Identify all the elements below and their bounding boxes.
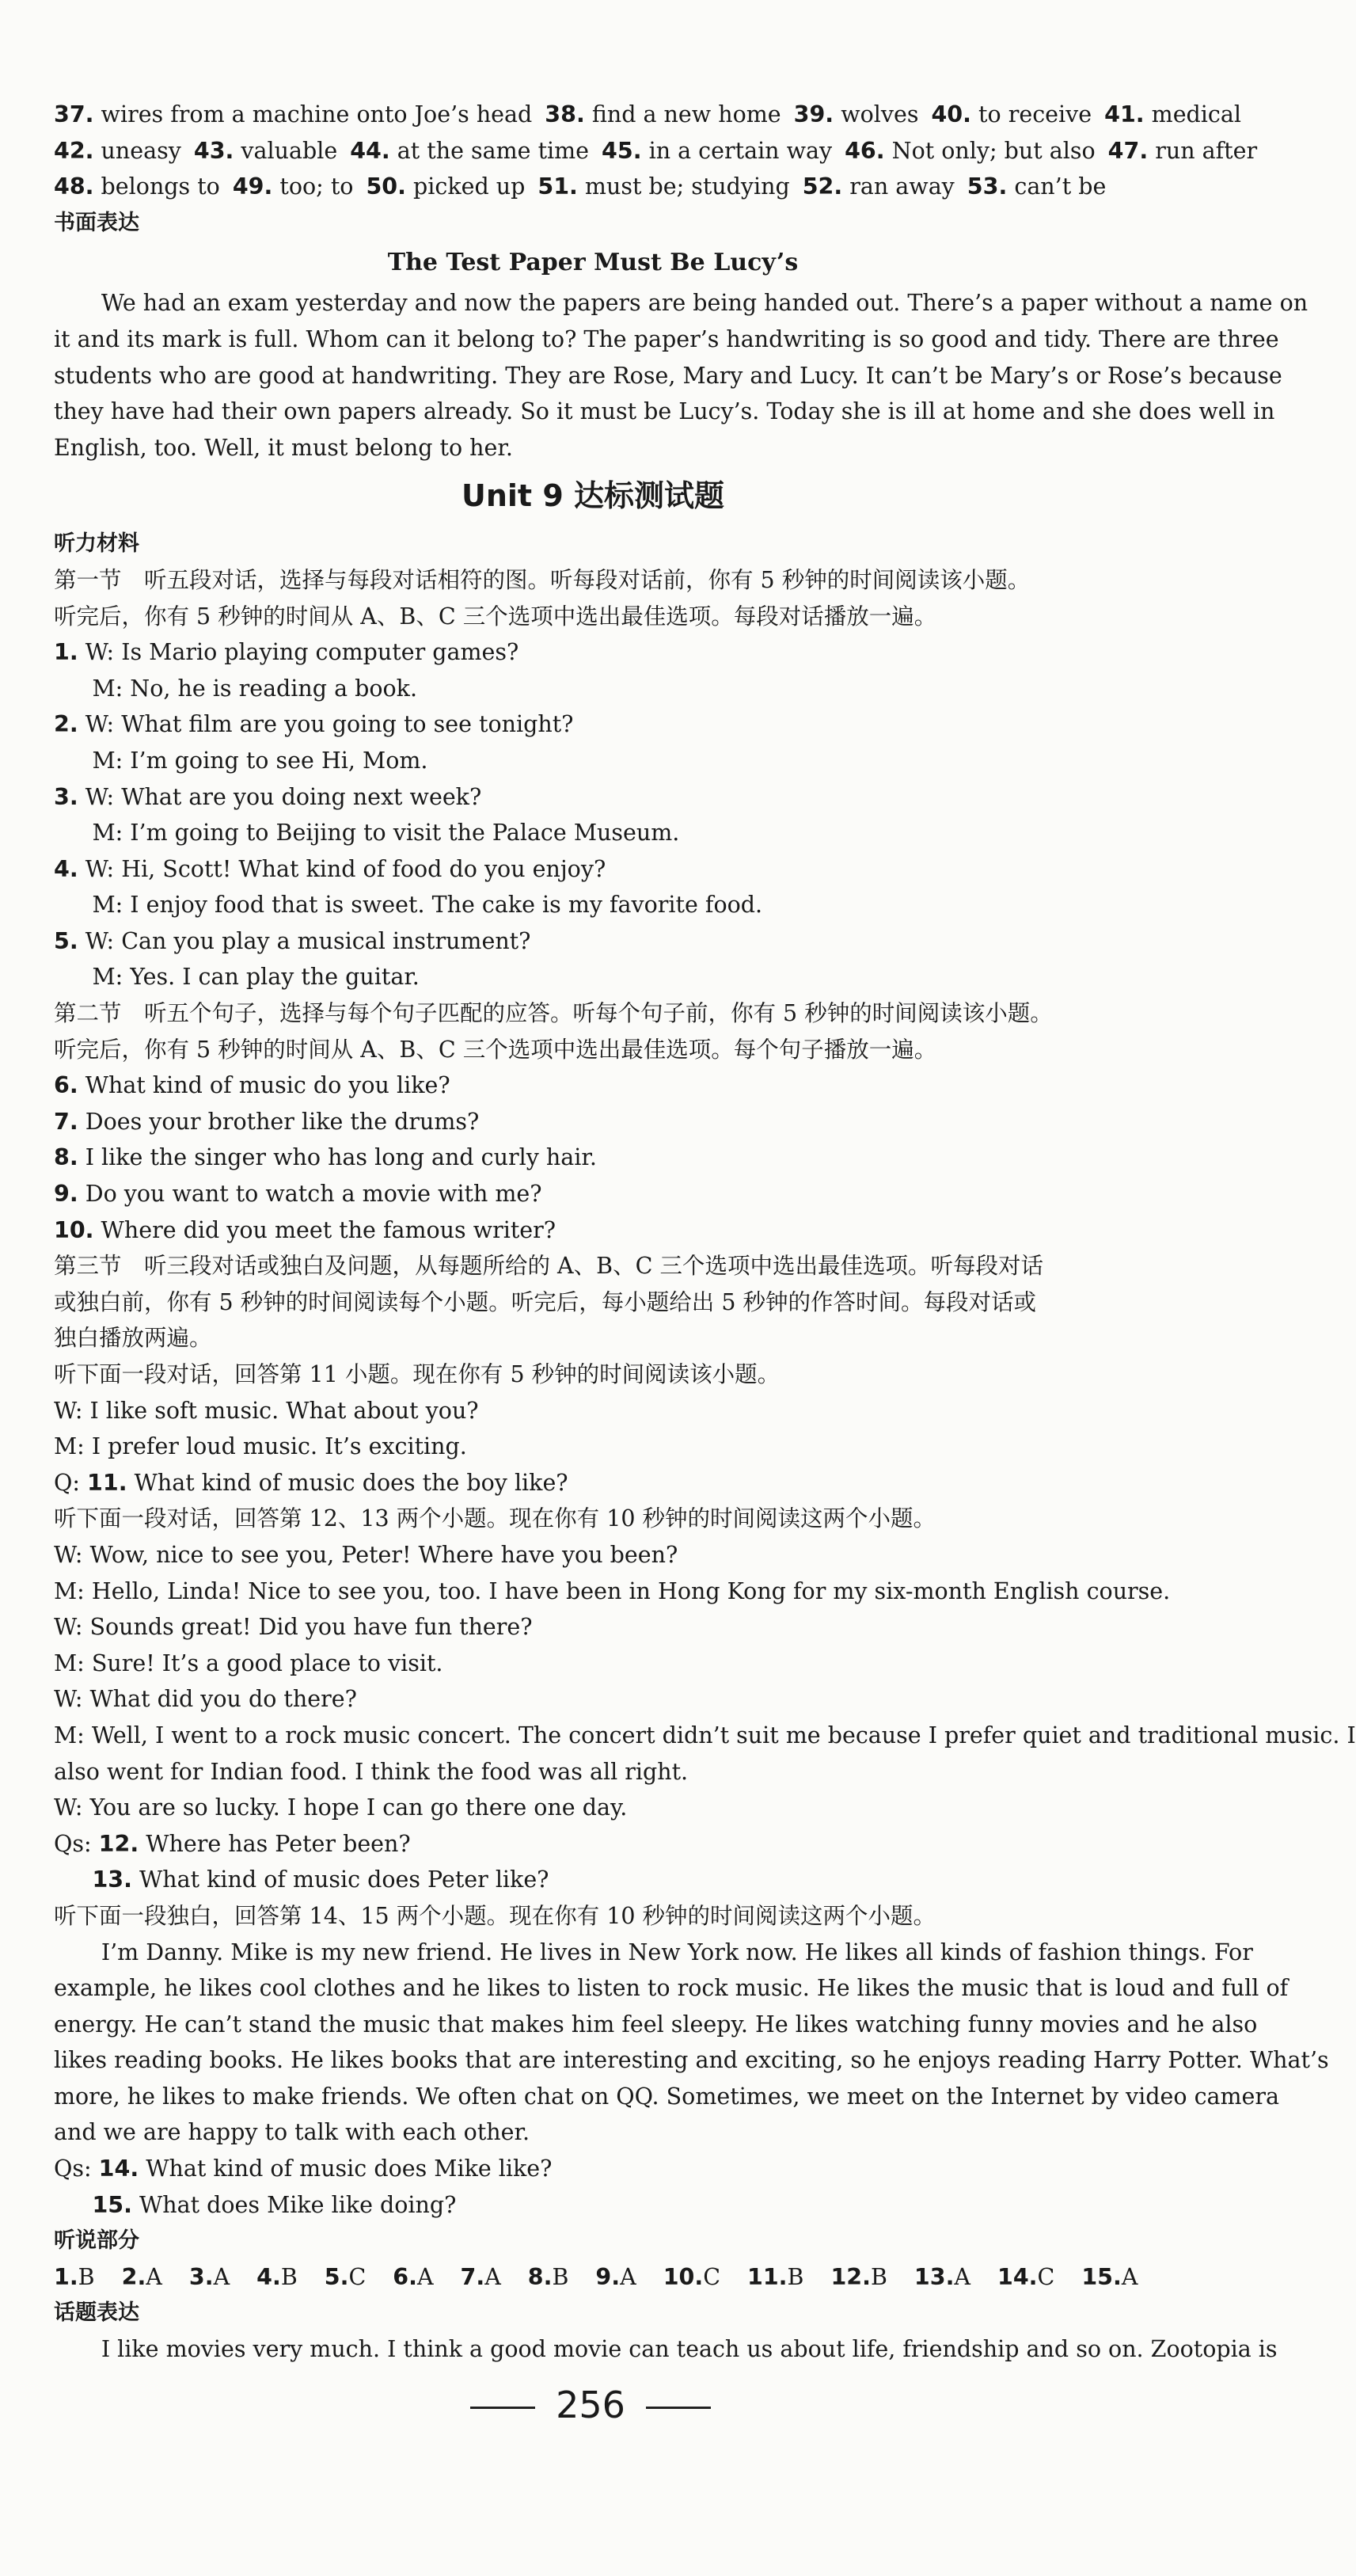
- answer-item: [1108, 133, 1257, 169]
- choice-answer: [663, 2259, 720, 2296]
- answer-number: 49.: [232, 173, 273, 200]
- instruction-line: 第一节 听五段对话，选择与每段对话相符的图。听每段对话前，你有 5 秒钟的时间阅读该小题。: [54, 566, 1031, 593]
- dialog-line: W: What did you do there?: [54, 1686, 357, 1713]
- essay-line: students who are good at handwriting. They are Rose, Mary and Lucy. It can’t be Mary’s or Rose’s because: [54, 362, 1282, 389]
- sentence-item: [54, 1176, 1132, 1212]
- choice-answer: [256, 2259, 298, 2296]
- answer-number: 45.: [602, 137, 642, 164]
- question-11: Q: 11. What kind of music does the boy like?: [54, 1469, 568, 1496]
- answer-text: to receive: [970, 101, 1092, 127]
- answer-item: [54, 169, 220, 205]
- item-number: 10.: [54, 1216, 94, 1243]
- dialog-text: W: What are you doing next week?: [78, 783, 482, 810]
- listening-heading: 听力材料: [54, 531, 139, 557]
- monologue-line: example, he likes cool clothes and he likes to listen to rock music. He likes the music that is loud and full of: [54, 1975, 1289, 2002]
- answer-number: 5.: [324, 2263, 349, 2290]
- instruction-line: 或独白前，你有 5 秒钟的时间阅读每个小题。听完后，每小题给出 5 秒钟的作答时间。每段对话或: [54, 1288, 1037, 1315]
- item-number: 9.: [54, 1181, 78, 1208]
- answer-item: [845, 133, 1096, 169]
- section1-dialogs: [54, 634, 1132, 995]
- answer-text: picked up: [405, 173, 526, 200]
- item-number: 1.: [54, 639, 78, 666]
- answer-item: [54, 97, 532, 133]
- answer-letter: A: [146, 2263, 162, 2290]
- question-12: Qs: 12. Where has Peter been?: [54, 1830, 411, 1857]
- answer-number: 9.: [595, 2263, 621, 2290]
- answer-number: 51.: [537, 173, 578, 200]
- answer-letter: A: [213, 2263, 230, 2290]
- answer-text: in a certain way: [641, 137, 833, 164]
- dialog-line: W: I like soft music. What about you?: [54, 1397, 479, 1424]
- dialog-line: also went for Indian food. I think the food was all right.: [54, 1758, 689, 1785]
- dialog-man: M: No, he is reading a book.: [92, 675, 418, 702]
- section2-instructions: [54, 995, 1132, 1067]
- topic-heading: 话题表达: [54, 2300, 139, 2326]
- answer-item: [794, 97, 919, 133]
- answer-text: too; to: [272, 173, 354, 200]
- part1-dialog: [54, 1393, 1132, 1465]
- topic-line: I like movies very much. I think a good movie can teach us about life, friendship and so on. Zootopia is: [101, 2336, 1278, 2363]
- speaking-heading: 听说部分: [54, 2228, 139, 2254]
- answer-number: 15.: [1081, 2263, 1122, 2290]
- answer-number: 12.: [830, 2263, 871, 2290]
- choice-answer: [461, 2259, 501, 2296]
- answer-letter: B: [280, 2263, 298, 2290]
- answer-item: [967, 169, 1107, 205]
- answer-text: find a new home: [584, 101, 781, 127]
- answer-number: 13.: [913, 2263, 955, 2290]
- dialog-woman: [54, 779, 1132, 816]
- writing-heading: 书面表达: [54, 210, 139, 235]
- dialog-man: M: Yes. I can play the guitar.: [92, 964, 420, 991]
- section3-instructions: [54, 1248, 1132, 1356]
- instruction-line: 独白播放两遍。: [54, 1325, 212, 1352]
- answer-number: 6.: [393, 2263, 417, 2290]
- dialog-line: M: Well, I went to a rock music concert. The concert didn’t suit me because I prefer quiet and traditional music. I: [54, 1722, 1356, 1748]
- answer-letter: C: [348, 2263, 367, 2290]
- part1-intro: 听下面一段对话，回答第 11 小题。现在你有 5 秒钟的时间阅读该小题。: [54, 1361, 781, 1387]
- dialog-man: M: I’m going to see Hi, Mom.: [92, 747, 428, 774]
- answer-letter: A: [416, 2263, 434, 2290]
- answer-number: 3.: [188, 2263, 214, 2290]
- question-13: 13. What kind of music does Peter like?: [92, 1866, 549, 1893]
- sentence-text: I like the singer who has long and curly hair.: [78, 1144, 597, 1171]
- sentence-item: [54, 1140, 1132, 1176]
- item-number: 6.: [54, 1072, 78, 1099]
- choice-answer: [595, 2259, 636, 2296]
- answer-letter: B: [787, 2263, 804, 2290]
- answer-item: [233, 169, 354, 205]
- question-15: 15. What does Mike like doing?: [92, 2191, 457, 2218]
- dialog-text: W: What film are you going to see tonight?: [78, 711, 574, 738]
- answers-37-53: [54, 97, 1258, 205]
- answer-number: 53.: [967, 173, 1008, 200]
- answer-row: [54, 133, 1258, 169]
- monologue-line: more, he likes to make friends. We often chat on QQ. Sometimes, we meet on the Internet by video camera: [54, 2083, 1280, 2110]
- essay-line: they have had their own papers already. So it must be Lucy’s. Today she is ill at home and she does well in: [54, 398, 1275, 425]
- answer-letter: C: [703, 2263, 720, 2290]
- dialog-woman: [54, 851, 1132, 888]
- choice-answer: [393, 2259, 433, 2296]
- item-number: 4.: [54, 855, 78, 882]
- answer-item: [545, 97, 781, 133]
- section2-sentences: [54, 1067, 1132, 1248]
- instruction-line: 听完后，你有 5 秒钟的时间从 A、B、C 三个选项中选出最佳选项。每个句子播放一遍。: [54, 1036, 937, 1063]
- choice-answer: [528, 2259, 569, 2296]
- sentence-item: [54, 1104, 1132, 1140]
- dialog-man: M: I enjoy food that is sweet. The cake is my favorite food.: [92, 892, 763, 919]
- essay-title: The Test Paper Must Be Lucy’s: [387, 249, 799, 277]
- dialog-text: W: Can you play a musical instrument?: [78, 927, 531, 954]
- answer-number: 38.: [545, 101, 585, 127]
- answer-item: [803, 169, 955, 205]
- choice-answer: [122, 2259, 162, 2296]
- answer-number: 37.: [54, 101, 94, 127]
- dialog-text: W: Is Mario playing computer games?: [78, 639, 519, 666]
- answer-letter: A: [954, 2263, 970, 2290]
- instruction-line: 第二节 听五个句子，选择与每个句子匹配的应答。听每个句子前，你有 5 秒钟的时间阅读该小题。: [54, 1000, 1053, 1027]
- answer-number: 52.: [802, 173, 843, 200]
- answer-item: [1104, 97, 1241, 133]
- item-number: 7.: [54, 1108, 78, 1135]
- instruction-line: 第三节 听三段对话或独白及问题，从每题所给的 A、B、C 三个选项中选出最佳选项。听每段对话: [54, 1253, 1043, 1280]
- answer-letter: C: [1037, 2263, 1055, 2290]
- answer-text: run after: [1148, 137, 1258, 164]
- instruction-line: 听完后，你有 5 秒钟的时间从 A、B、C 三个选项中选出最佳选项。每段对话播放一遍。: [54, 603, 937, 630]
- answer-text: belongs to: [93, 173, 220, 200]
- sentence-text: What kind of music do you like?: [78, 1072, 450, 1099]
- dialog-woman: [54, 634, 1132, 671]
- answer-text: ran away: [842, 173, 955, 200]
- dialog-line: W: Sounds great! Did you have fun there?: [54, 1614, 533, 1641]
- item-number: 8.: [54, 1144, 78, 1171]
- item-number: 5.: [54, 927, 78, 954]
- choice-answer: [1081, 2259, 1138, 2296]
- answer-number: 43.: [193, 137, 234, 164]
- answer-number: 44.: [350, 137, 390, 164]
- answer-number: 10.: [663, 2263, 704, 2290]
- sentence-text: Where did you meet the famous writer?: [93, 1216, 556, 1243]
- answer-letter: B: [870, 2263, 887, 2290]
- choice-answer: [914, 2259, 970, 2296]
- answer-text: valuable: [234, 137, 338, 164]
- part2-dialog: [54, 1537, 1356, 1826]
- answer-number: 47.: [1107, 137, 1149, 164]
- sentence-text: Does your brother like the drums?: [78, 1108, 480, 1135]
- sentence-text: Do you want to watch a movie with me?: [78, 1181, 542, 1208]
- choice-answers: [54, 2259, 1138, 2296]
- dialog-line: W: You are so lucky. I hope I can go there one day.: [54, 1794, 628, 1821]
- page-number: 256: [0, 2384, 1181, 2426]
- answer-item: [366, 169, 525, 205]
- answer-item: [602, 133, 832, 169]
- dialog-text: W: Hi, Scott! What kind of food do you enjoy?: [78, 855, 606, 882]
- answer-letter: A: [1121, 2263, 1138, 2290]
- monologue-line: and we are happy to talk with each other.: [54, 2119, 530, 2146]
- answer-number: 46.: [845, 137, 885, 164]
- answer-item: [350, 133, 589, 169]
- sentence-item: [54, 1067, 1132, 1104]
- part2-intro: 听下面一段对话，回答第 12、13 两个小题。现在你有 10 秒钟的时间阅读这两个小题。: [54, 1505, 936, 1532]
- monologue-line: energy. He can’t stand the music that makes him feel sleepy. He likes watching funny movies and he also: [54, 2011, 1258, 2038]
- dialog-woman: [54, 706, 1132, 743]
- answer-number: 4.: [256, 2263, 281, 2290]
- essay-line: We had an exam yesterday and now the papers are being handed out. There’s a paper without a name on: [101, 290, 1309, 317]
- answer-number: 11.: [747, 2263, 788, 2290]
- answer-text: must be; studying: [577, 173, 790, 200]
- answer-number: 39.: [793, 101, 834, 127]
- answer-number: 2.: [121, 2263, 146, 2290]
- answer-text: uneasy: [93, 137, 181, 164]
- section1-instructions: [54, 562, 1132, 634]
- answer-text: Not only; but also: [884, 137, 1096, 164]
- answer-item: [54, 133, 181, 169]
- answer-text: can’t be: [1007, 173, 1107, 200]
- answer-text: medical: [1144, 101, 1241, 127]
- dialog-man: M: I’m going to Beijing to visit the Palace Museum.: [92, 820, 680, 847]
- choice-answer: [54, 2259, 95, 2296]
- essay-line: English, too. Well, it must belong to her.: [54, 434, 513, 461]
- monologue-line: I’m Danny. Mike is my new friend. He lives in New York now. He likes all kinds of fashion things. For: [101, 1939, 1253, 1965]
- item-number: 3.: [54, 783, 78, 810]
- item-number: 2.: [54, 711, 78, 738]
- dialog-line: W: Wow, nice to see you, Peter! Where have you been?: [54, 1541, 678, 1568]
- answer-number: 42.: [54, 137, 94, 164]
- answer-text: at the same time: [389, 137, 590, 164]
- answer-item: [537, 169, 789, 205]
- answer-number: 7.: [460, 2263, 485, 2290]
- answer-number: 1.: [54, 2263, 78, 2290]
- essay-line: it and its mark is full. Whom can it belong to? The paper’s handwriting is so good and tidy. There are three: [54, 325, 1279, 352]
- dialog-line: M: I prefer loud music. It’s exciting.: [54, 1433, 467, 1460]
- part3-intro: 听下面一段独白，回答第 14、15 两个小题。现在你有 10 秒钟的时间阅读这两个小题。: [54, 1902, 936, 1929]
- answer-number: 41.: [1104, 101, 1145, 127]
- question-14: Qs: 14. What kind of music does Mike like?: [54, 2156, 553, 2182]
- monologue: [54, 1935, 1329, 2152]
- answer-letter: B: [552, 2263, 569, 2290]
- choice-answer: [325, 2259, 366, 2296]
- answer-item: [194, 133, 337, 169]
- choice-answer: [997, 2259, 1054, 2296]
- answer-text: wires from a machine onto Joe’s head: [93, 101, 533, 127]
- answer-row: [54, 169, 1132, 205]
- answer-item: [931, 97, 1092, 133]
- answer-number: 8.: [527, 2263, 553, 2290]
- essay-body: [54, 285, 1309, 466]
- answer-letter: B: [78, 2263, 95, 2290]
- dialog-line: M: Hello, Linda! Nice to see you, too. I have been in Hong Kong for my six-month English course.: [54, 1577, 1171, 1604]
- answer-number: 14.: [997, 2263, 1038, 2290]
- choice-answer: [830, 2259, 887, 2296]
- answer-number: 50.: [366, 173, 406, 200]
- choice-answer: [189, 2259, 230, 2296]
- answer-letter: A: [484, 2263, 501, 2290]
- answer-text: wolves: [834, 101, 919, 127]
- dialog-woman: [54, 923, 1132, 960]
- answer-row: [54, 97, 1241, 133]
- sentence-item: [54, 1212, 1132, 1249]
- dialog-line: M: Sure! It’s a good place to visit.: [54, 1649, 443, 1676]
- unit-title: Unit 9 达标测试题: [461, 478, 724, 514]
- answer-number: 48.: [54, 173, 94, 200]
- answer-letter: A: [620, 2263, 636, 2290]
- choice-answer: [747, 2259, 803, 2296]
- monologue-line: likes reading books. He likes books that are interesting and exciting, so he enjoys reading Harry Potter. What’s: [54, 2047, 1329, 2074]
- answer-number: 40.: [931, 101, 971, 127]
